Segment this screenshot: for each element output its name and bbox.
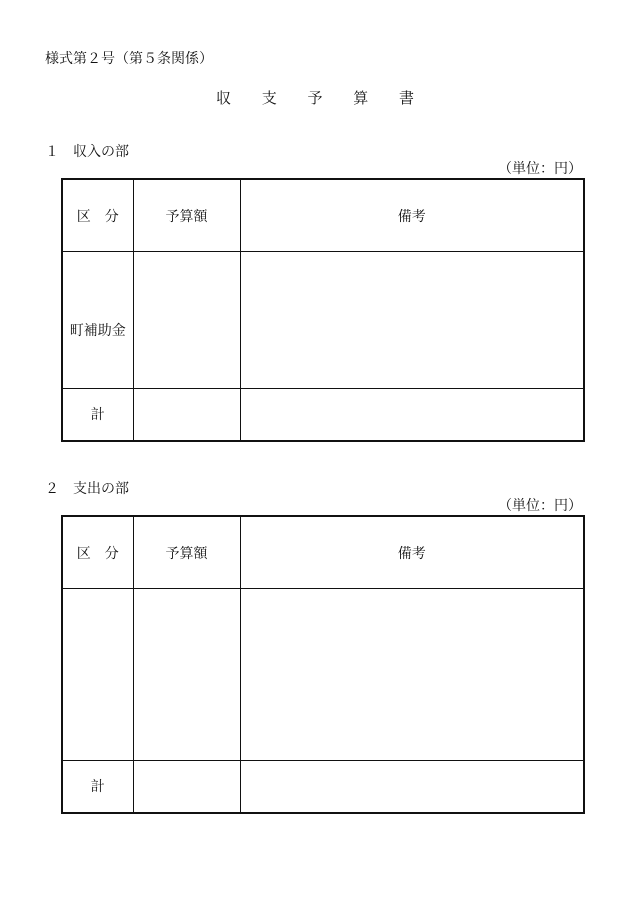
income-total-label: 計 <box>62 389 133 441</box>
income-row-remarks <box>240 252 584 389</box>
expense-total-row <box>62 761 584 813</box>
income-total-remarks <box>240 389 584 441</box>
expense-section-title: ２ 支出の部 <box>45 481 129 497</box>
expense-row-remarks <box>240 589 584 761</box>
income-total-amount <box>133 389 240 441</box>
income-unit-label: （単位：円） <box>498 161 582 177</box>
income-row <box>62 252 584 389</box>
expense-total-remarks <box>240 761 584 813</box>
income-row-amount <box>133 252 240 389</box>
income-header-row <box>62 179 584 252</box>
income-header-category: 区 分 <box>62 179 133 252</box>
expense-header-remarks: 備考 <box>240 516 584 589</box>
expense-total-label: 計 <box>62 761 133 813</box>
expense-row <box>62 589 584 761</box>
expense-unit-label: （単位：円） <box>498 498 582 514</box>
income-section-title: １ 収入の部 <box>45 144 129 160</box>
form-number: 様式第２号（第５条関係） <box>45 51 213 67</box>
expense-row-category <box>62 589 133 761</box>
expense-row-category-text <box>63 665 133 685</box>
income-total-row <box>62 389 584 441</box>
income-table <box>61 178 585 442</box>
expense-table <box>61 515 585 814</box>
document-title: 収 支 予 算 書 <box>215 89 428 107</box>
income-header-amount: 予算額 <box>133 179 240 252</box>
expense-header-amount: 予算額 <box>133 516 240 589</box>
income-row-category <box>62 252 133 389</box>
income-row-category-text: 町補助金 <box>69 323 126 339</box>
income-header-remarks: 備考 <box>240 179 584 252</box>
expense-total-amount <box>133 761 240 813</box>
expense-header-category: 区 分 <box>62 516 133 589</box>
expense-header-row <box>62 516 584 589</box>
expense-row-amount <box>133 589 240 761</box>
